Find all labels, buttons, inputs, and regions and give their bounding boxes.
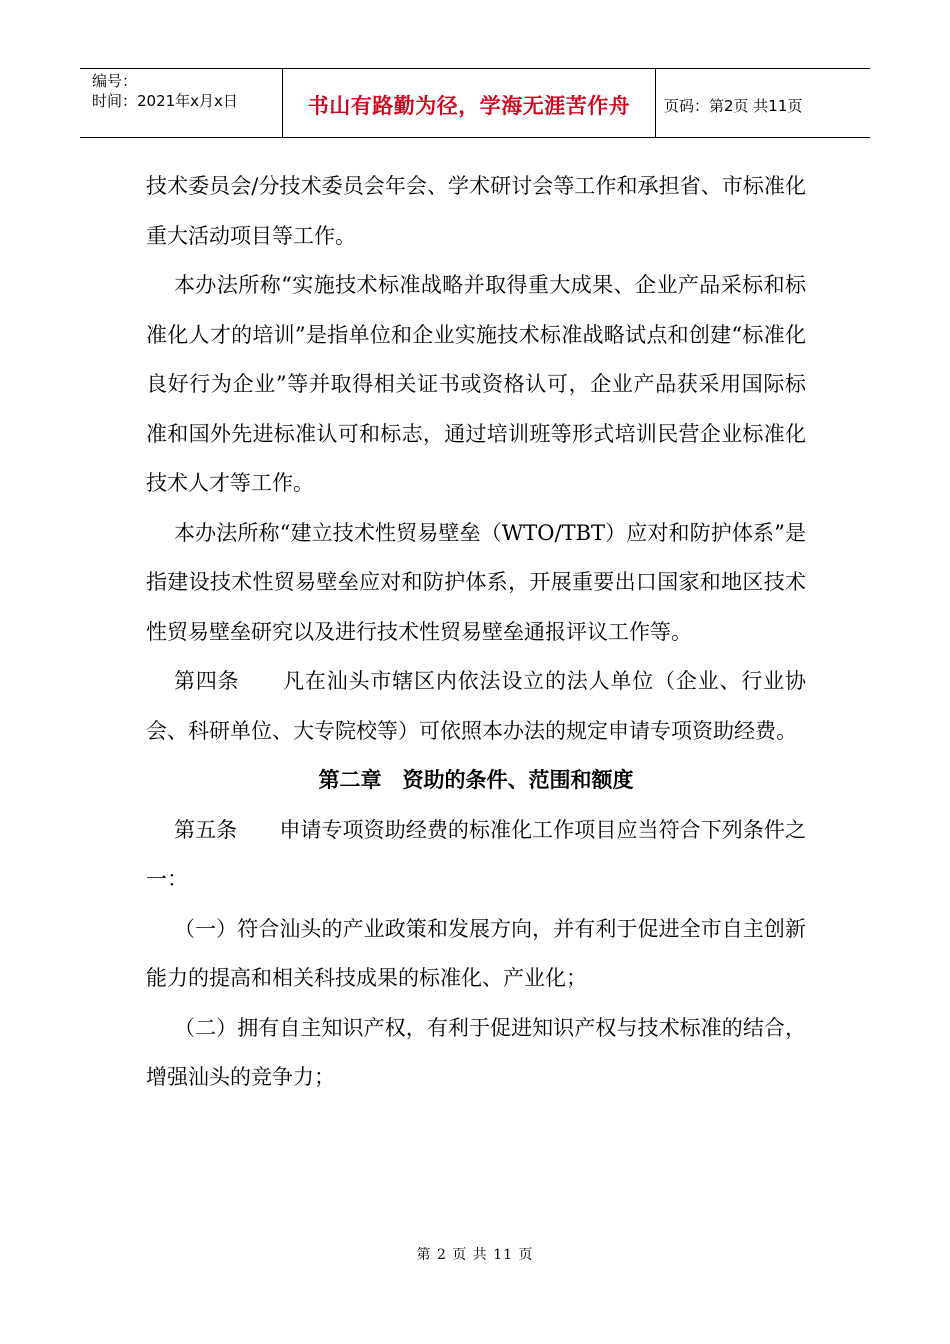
list-item: （一）符合汕头的产业政策和发展方向，并有利于促进全市自主创新能力的提高和相关科技成果的标准化、产业化； [146,916,806,990]
page-header [80,68,870,138]
page-footer: 第 2 页 共 11 页 [416,1247,534,1263]
article-4: 第四条 凡在汕头市辖区内依法设立的法人单位（企业、行业协会、科研单位、大专院校等）可依照本办法的规定申请专项资助经费。 [146,669,806,743]
paragraph: 本办法所称“建立技术性贸易壁垒（WTO/TBT）应对和防护体系”是指建设技术性贸易壁垒应对和防护体系，开展重要出口国家和地区技术性贸易壁垒研究以及进行技术性贸易壁垒通报评议工作等。 [146,520,806,644]
paragraph: 本办法所称“实施技术标准战略并取得重大成果、企业产品采标和标准化人才的培训”是指单位和企业实施技术标准战略试点和创建“标准化良好行为企业”等并取得相关证书或资格认可，企业产品获采用国际标准和国外先进标准认可和标志，通过培训班等形式培训民营企业标准化技术人才等工作。 [146,273,806,495]
document-body [146,162,806,1103]
header-meta [80,69,283,137]
header-motto: 书山有路勤为径，学海无涯苦作舟 [283,69,656,137]
document-number-label: 编号： [92,72,138,90]
list-item: （二）拥有自主知识产权，有利于促进知识产权与技术标准的结合，增强汕头的竞争力； [146,1015,806,1089]
header-page-info: 页码：第2页 共11页 [664,96,803,115]
paragraph: 技术委员会/分技术委员会年会、学术研讨会等工作和承担省、市标准化重大活动项目等工作。 [146,174,806,248]
article-5: 第五条 申请专项资助经费的标准化工作项目应当符合下列条件之一： [146,817,806,891]
chapter-heading: 第二章 资助的条件、范围和额度 [318,768,634,792]
document-time-label: 时间：2021年x月x日 [92,92,238,110]
